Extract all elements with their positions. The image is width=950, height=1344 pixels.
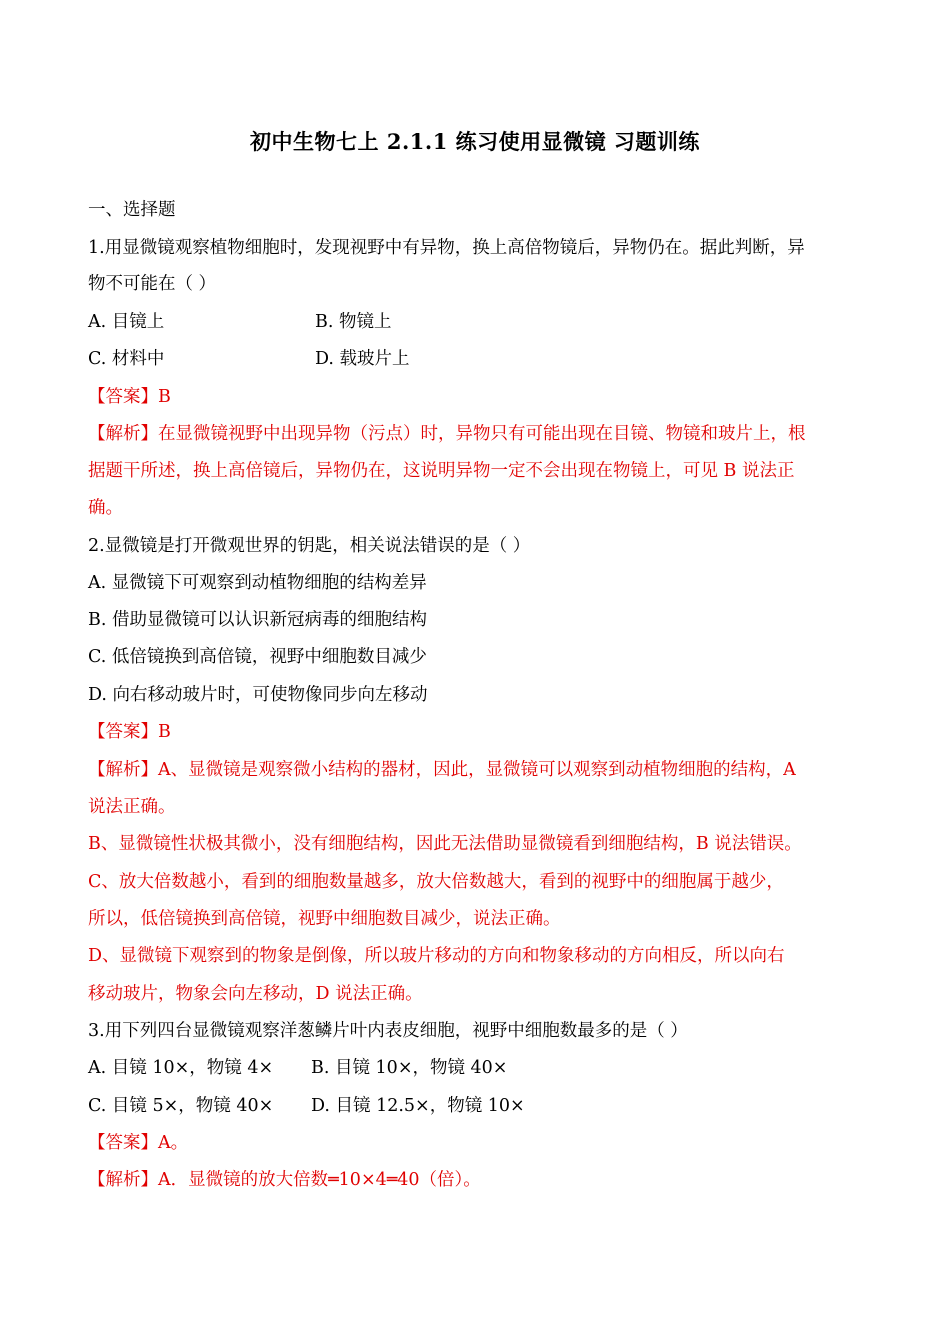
q3-answer: 【答案】A。 — [88, 1133, 189, 1153]
q2-explanation-line1: 【解析】A、显微镜是观察微小结构的器材，因此，显微镜可以观察到动植物细胞的结构，A — [88, 760, 796, 780]
q3-option-b: B. 目镜 10×，物镜 40× — [311, 1058, 508, 1078]
q3-options-row1 — [88, 1056, 868, 1080]
q2-explanation-line3: B、显微镜性状极其微小，没有细胞结构，因此无法借助显微镜看到细胞结构，B 说法错误。 — [88, 834, 802, 854]
q1-explanation-line1: 【解析】在显微镜视野中出现异物（污点）时，异物只有可能出现在目镜、物镜和玻片上，根 — [88, 424, 806, 444]
q2-answer: 【答案】B — [88, 722, 171, 742]
q1-answer: 【答案】B — [88, 387, 171, 407]
q1-options-row2 — [88, 347, 868, 371]
q1-option-d: D. 载玻片上 — [315, 349, 410, 369]
q3-option-d: D. 目镜 12.5×，物镜 10× — [311, 1096, 525, 1116]
page-title: 初中生物七上 2.1.1 练习使用显微镜 习题训练 — [250, 129, 700, 154]
q1-stem-line2: 物不可能在（ ） — [88, 274, 217, 294]
q1-explanation-line3: 确。 — [88, 498, 123, 518]
q2-explanation-line4: C、放大倍数越小，看到的细胞数量越多，放大倍数越大，看到的视野中的细胞属于越少， — [88, 872, 784, 892]
q2-explanation-line7: 移动玻片，物象会向左移动，D 说法正确。 — [88, 984, 423, 1004]
q3-option-c: C. 目镜 5×，物镜 40× — [88, 1096, 274, 1116]
q2-option-c: C. 低倍镜换到高倍镜，视野中细胞数目减少 — [88, 647, 427, 667]
q3-stem: 3.用下列四台显微镜观察洋葱鳞片叶内表皮细胞，视野中细胞数最多的是（ ） — [88, 1021, 688, 1041]
q2-option-a: A. 显微镜下可观察到动植物细胞的结构差异 — [88, 573, 427, 593]
q2-option-b: B. 借助显微镜可以认识新冠病毒的细胞结构 — [88, 610, 427, 630]
q2-explanation-line6: D、显微镜下观察到的物象是倒像，所以玻片移动的方向和物象移动的方向相反，所以向右 — [88, 946, 785, 966]
q3-explanation-line1: 【解析】A．显微镜的放大倍数═10×4═40（倍）。 — [88, 1170, 481, 1190]
q1-option-a: A. 目镜上 — [88, 312, 165, 332]
q3-options-row2 — [88, 1094, 868, 1118]
q2-option-d: D. 向右移动玻片时，可使物像同步向左移动 — [88, 685, 428, 705]
q1-option-c: C. 材料中 — [88, 349, 165, 369]
q3-option-a: A. 目镜 10×，物镜 4× — [88, 1058, 274, 1078]
q1-option-b: B. 物镜上 — [315, 312, 392, 332]
q2-explanation-line2: 说法正确。 — [88, 797, 176, 817]
q1-explanation-line2: 据题干所述，换上高倍镜后，异物仍在，这说明异物一定不会出现在物镜上，可见 B 说法正 — [88, 461, 795, 481]
q1-stem-line1: 1.用显微镜观察植物细胞时，发现视野中有异物，换上高倍物镜后，异物仍在。据此判断，异 — [88, 238, 805, 258]
q2-explanation-line5: 所以，低倍镜换到高倍镜，视野中细胞数目减少，说法正确。 — [88, 909, 561, 929]
section-heading: 一、选择题 — [88, 200, 176, 220]
q2-stem: 2.显微镜是打开微观世界的钥匙，相关说法错误的是（ ） — [88, 536, 531, 556]
q1-options-row1 — [88, 310, 868, 334]
